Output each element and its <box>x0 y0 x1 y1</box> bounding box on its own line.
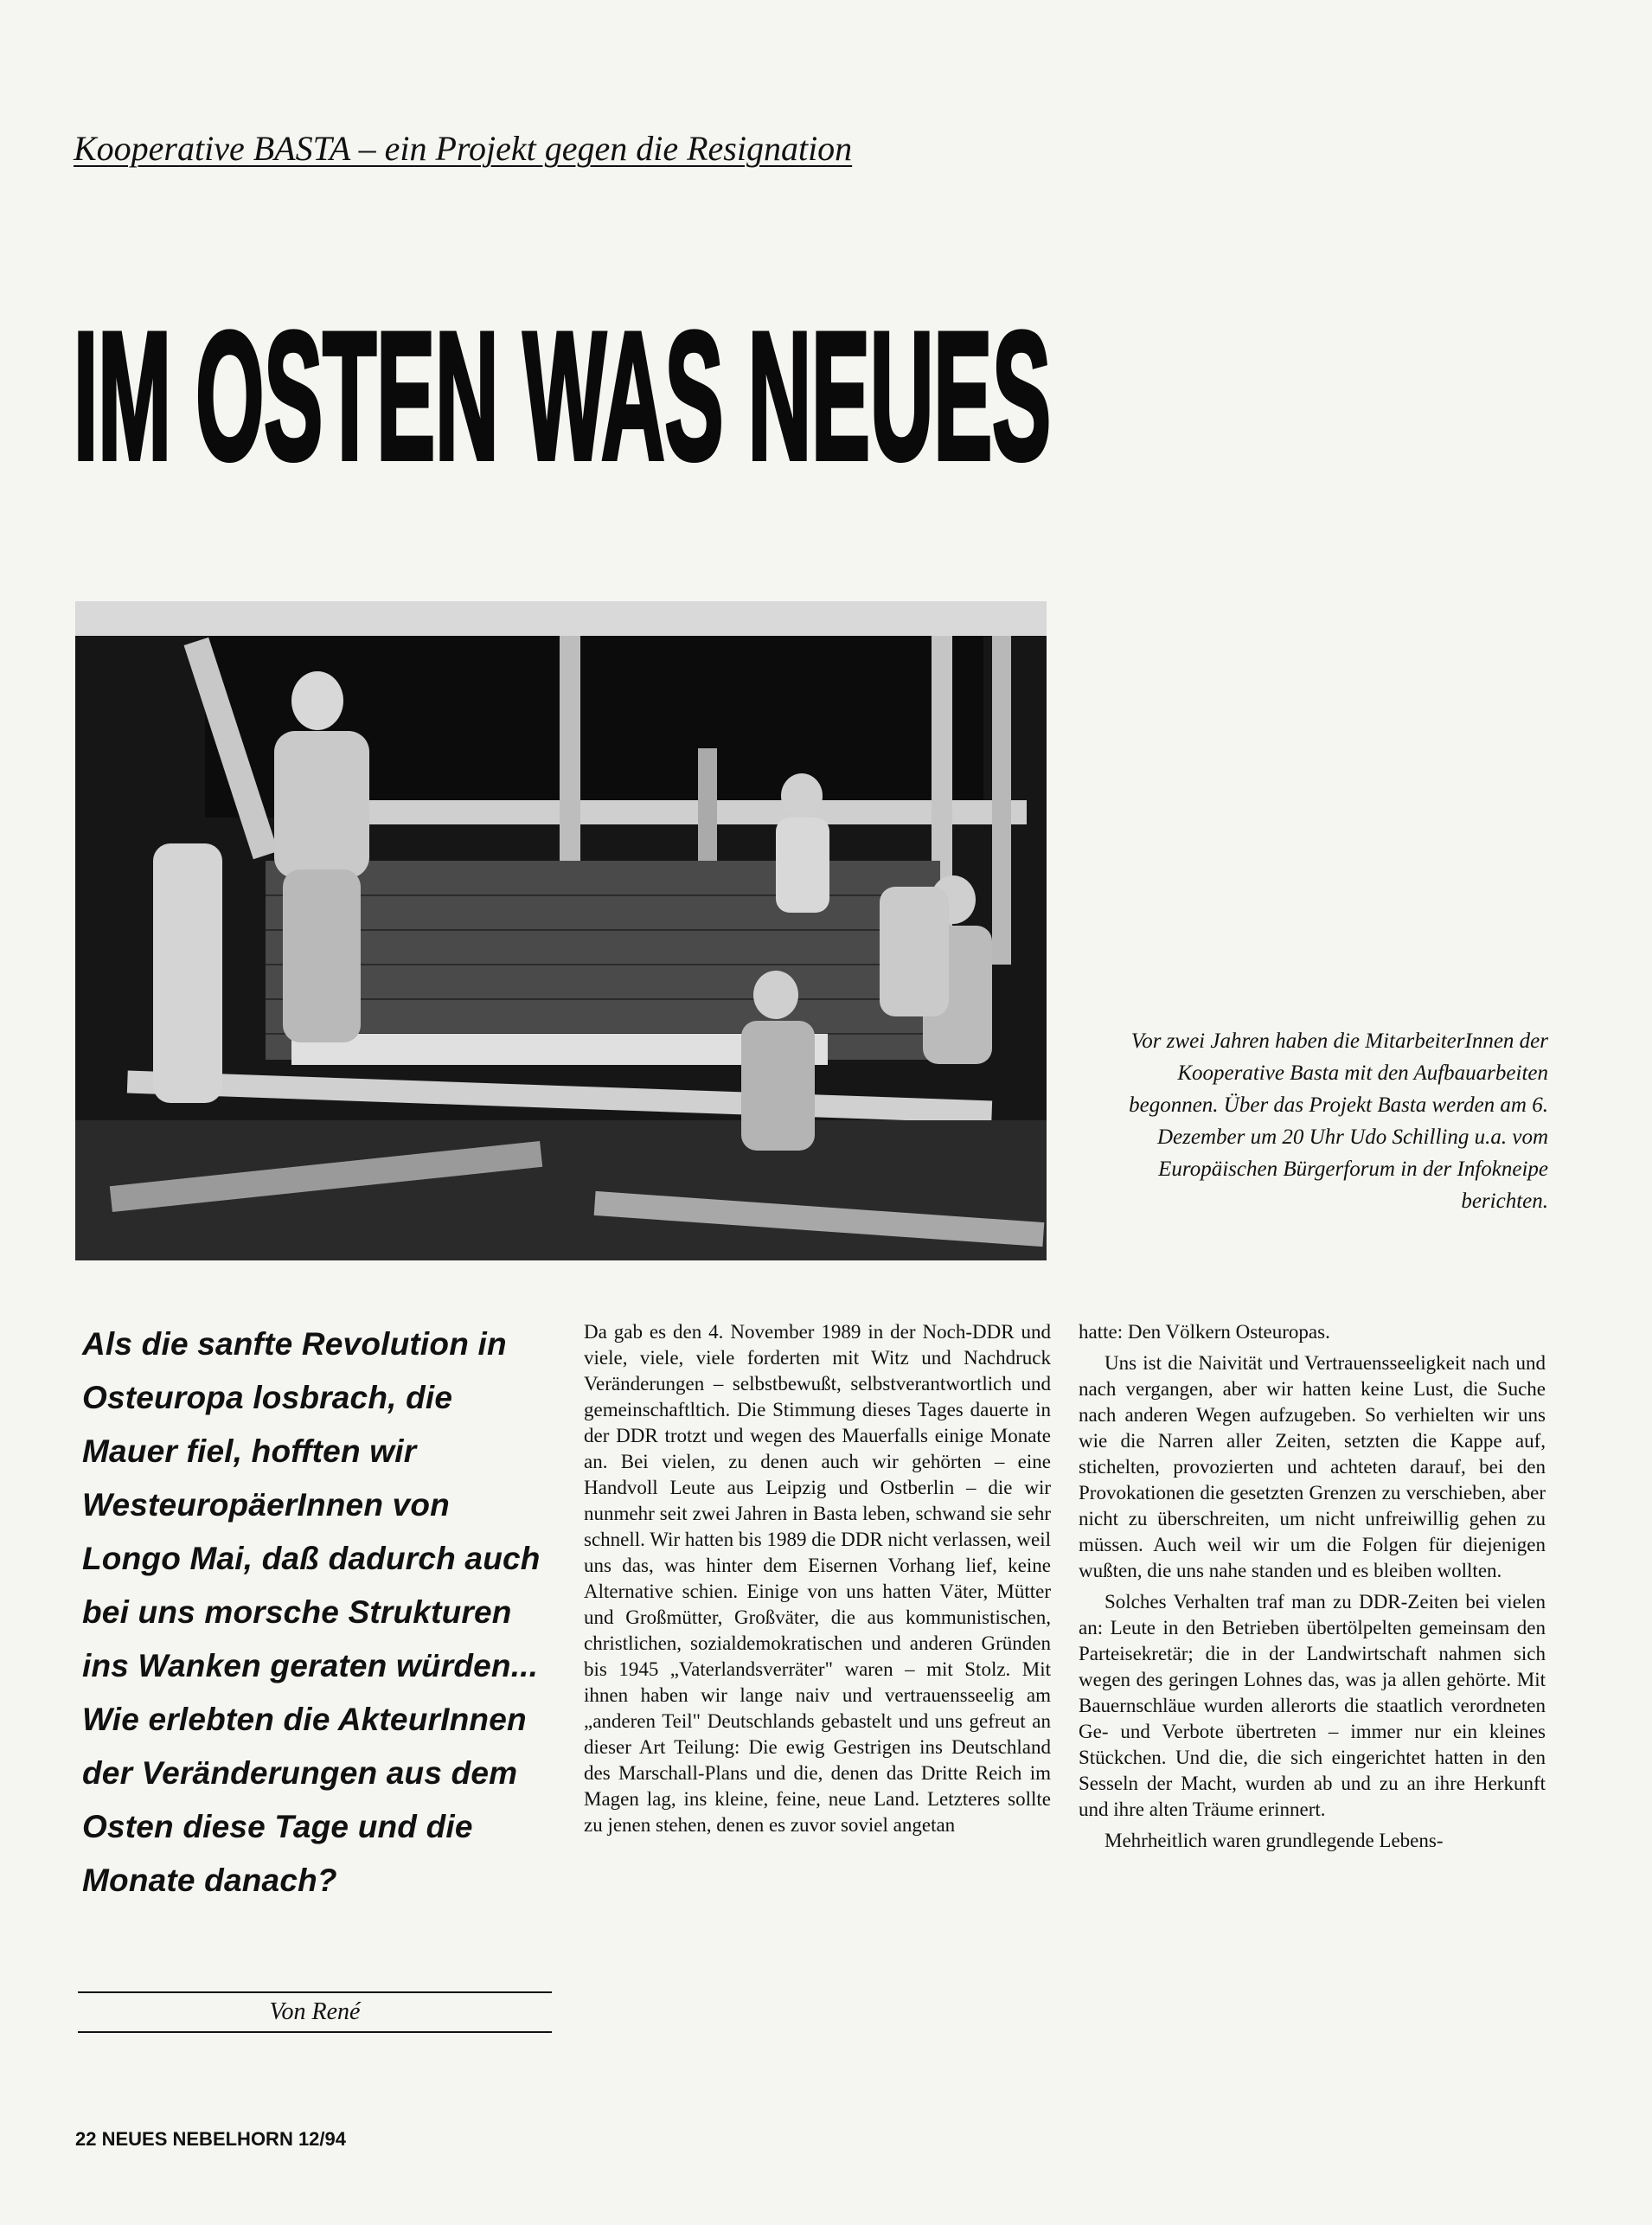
article-column-2 <box>1079 1319 1546 1854</box>
lead-paragraph: Als die sanfte Revolution in Osteuropa losbrach, die Mauer fiel, hofften wir WesteuropäerInnen von Longo Mai, daß dadurch auch bei uns morsche Strukturen ins Wanken geraten würden... <box>82 1326 541 1683</box>
headline-text: IM OSTEN WAS NEUES <box>74 294 1051 497</box>
article-paragraph: hatte: Den Völkern Osteuropas. <box>1079 1321 1330 1343</box>
headline <box>74 294 1051 519</box>
lead-intro <box>82 1318 549 1908</box>
lead-paragraph: Wie erlebten die AkteurInnen der Veränderungen aus dem Osten diese Tage und die Monate danach? <box>82 1702 527 1898</box>
article-paragraph: Mehrheitlich waren grundlegende Lebens- <box>1105 1830 1444 1851</box>
construction-photo <box>75 601 1047 1260</box>
article-column-1 <box>584 1319 1051 1838</box>
photo-caption: Vor zwei Jahren haben die MitarbeiterInnen der Kooperative Basta mit den Aufbauarbeiten begonnen. Über das Projekt Basta werden am 6. Dezember um 20 Uhr Udo Schilling u.a. vom Europäischen Bürgerforum in der Infokneipe berichten. <box>1129 1029 1548 1213</box>
page-footer: 22 NEUES NEBELHORN 12/94 <box>75 2128 346 2150</box>
headline-graphic <box>74 294 1051 519</box>
article-paragraph: Solches Verhalten traf man zu DDR-Zeiten bei vielen an: Leute in den Betrieben übertölpelten gemeinsam den Parteisekretär; die in der Landwirtschaft nahmen sich wegen des geringen Lohnes das, was ja allen gehörte. Mit Bauernschläue wurden allerorts die staatlich verordneten Ge- und Verbote übertreten – immer nur ein kleines Stückchen. Und die, die sich eingerichtet hatten in den Sesseln der Macht, wurden ab und zu an ihre Herkunft und ihre alten Träume erinnert. <box>1079 1591 1546 1820</box>
article-paragraph: Uns ist die Naivität und Vertrauensseeligkeit nach und nach vergangen, aber wir hatten keine Lust, die Suche nach anderen Wegen aufzugeben. So verhielten wir uns wie die Narren aller Zeiten, setzten die Kappe auf, stichelten, provozierten und achteten darauf, bei den Provokationen die gesetzten Grenzen zu verschieben, aber nicht zu überschreiten, um nicht unfreiwillig gehen zu müssen. Auch weil wir um die Folgen für diejenigen wußten, die uns nahe standen und es bleiben wollten. <box>1079 1352 1546 1581</box>
article-paragraph: Da gab es den 4. November 1989 in der Noch-DDR und viele, viele, viele forderten mit Witz und Nachdruck Veränderungen – selbstbewußt, selbstverantwortlich und gemeinschaftltich. Die Stimmung dieses Tages dauerte in der DDR trotzt und wegen des Mauerfalls einige Monate an. Bei vielen, zu denen auch wir gehörten – eine Handvoll Leute aus Leipzig und Ostberlin – die wir nunmehr seit zwei Jahren in Basta leben, schwand sie sehr schnell. Wir hatten bis 1989 die DDR nicht verlassen, weil uns das, was hinter dem Eisernen Vorhang lief, keine Alternative schien. Einige von uns hatten Väter, Mütter und Großmütter, Großväter, die aus kommunistischen, christlichen, sozialdemokratischen und anderen Gründen bis 1945 „Vaterlandsverräter" waren – mit Stolz. Mit ihnen haben wir lange naiv und vertrauensseelig am „anderen Teil" Deutschlands gebastelt und uns gefreut an dieser Art Teilung: Die ewig Gestrigen ins Deutschland des Marschall-Plans und die, denen das Dritte Reich im Magen lag, ins kleine, feine, neue Land. Letzteres sollte zu jenen stehen, denen es zuvor soviel angetan <box>584 1321 1051 1836</box>
photo <box>75 601 1047 1260</box>
byline: Von René <box>78 1991 552 2033</box>
kicker-title: Kooperative BASTA – ein Projekt gegen die Resignation <box>74 129 853 168</box>
